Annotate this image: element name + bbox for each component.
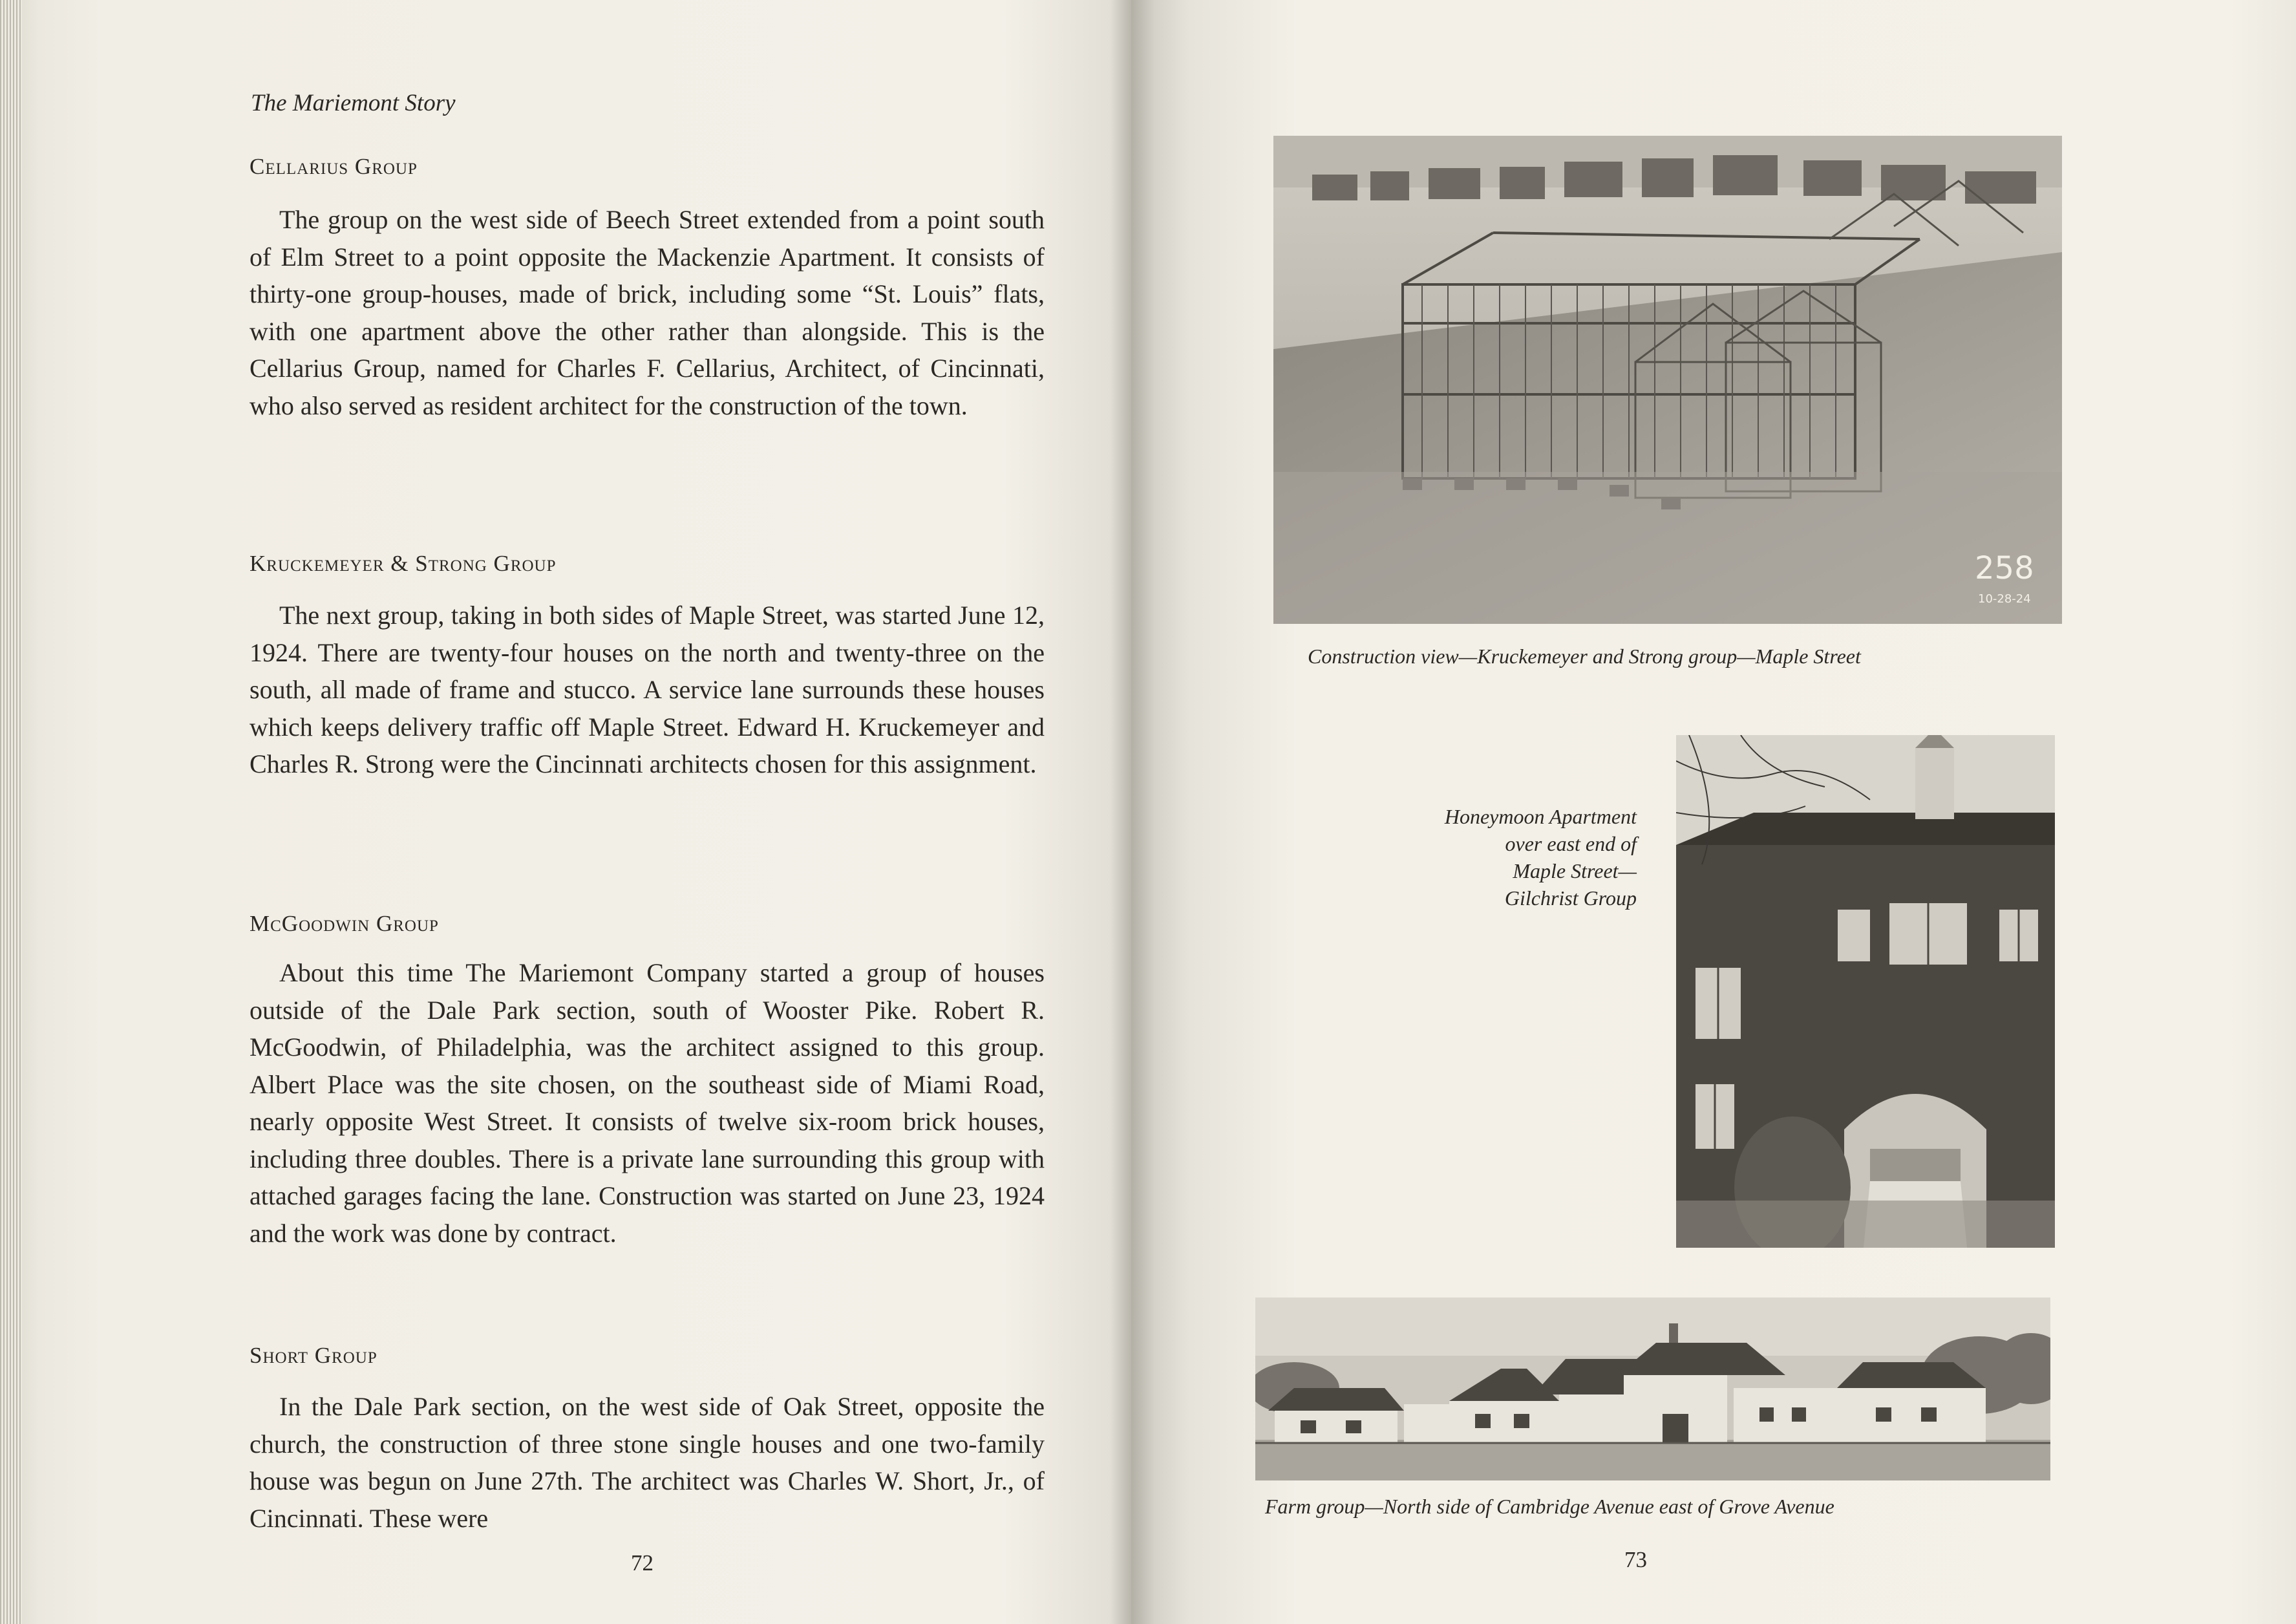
running-head: The Mariemont Story (251, 90, 456, 116)
plate-number: 258 (1975, 550, 2034, 586)
construction-photo (1273, 136, 2062, 624)
book-gutter (1109, 0, 1154, 1624)
caption-line: Gilchrist Group (1504, 886, 1637, 910)
plate-date: 10-28-24 (1978, 592, 2031, 606)
section-text-mcgoodwin: About this time The Mariemont Company started a group of houses outside of the Dale Park section, south of Wooster Pike. Robert R. McGoodwin, of Philadelphia, was the architect assigned to this group. Albert Place was the site chosen, on the southeast side of Miami Road, nearly opposite West Street. It consists of twelve six-room brick houses, including three doubles. There is a private lane surrounding this group with attached garages facing the lane. Construction was started on June 23, 1924 and the work was done by contract. (250, 958, 1045, 1248)
page-number-right: 73 (1624, 1547, 1647, 1572)
section-text-cellarius: The group on the west side of Beech Street extended from a point south of Elm Street to a point opposite the Mackenzie Apartment. It consists of thirty-one group-houses, made of brick, including some “St. Louis” flats, with one apartment above the other rather than alongside. This is the Cellarius Group, named for Charles F. Cellarius, Architect, of Cincinnati, who also served as resident architect for the construction of the town. (250, 205, 1045, 420)
farm-group-photo (1255, 1298, 2050, 1480)
caption-honeymoon-apartment (1377, 803, 1637, 912)
caption-construction-view: Construction view—Kruckemeyer and Strong group—Maple Street (1308, 645, 1861, 668)
left-page (0, 0, 1131, 1624)
section-heading-kruckemeyer-strong: Kruckemeyer & Strong Group (250, 551, 557, 576)
caption-line: Honeymoon Apartment (1444, 805, 1637, 828)
page-number-left: 72 (631, 1550, 654, 1576)
section-heading-mcgoodwin: McGoodwin Group (250, 911, 439, 936)
page-edge-stack (0, 0, 22, 1624)
section-heading-short: Short Group (250, 1343, 377, 1368)
caption-farm-group: Farm group—North side of Cambridge Avenue east of Grove Avenue (1265, 1495, 1834, 1518)
section-text-short: In the Dale Park section, on the west side of Oak Street, opposite the church, the construction of three stone single houses and one two-family house was begun on June 27th. The architect was Charles W. Short, Jr., of Cincinnati. These were (250, 1392, 1045, 1533)
section-text-kruckemeyer-strong: The next group, taking in both sides of Maple Street, was started June 12, 1924. There are twenty-four houses on the north and twenty-three on the south, all made of frame and stucco. A service lane surrounds these houses which keeps delivery traffic off Maple Street. Edward H. Kruckemeyer and Charles R. Strong were the Cincinnati architects chosen for this assignment. (250, 601, 1045, 778)
caption-line: Maple Street— (1513, 859, 1637, 882)
honeymoon-apartment-photo (1676, 735, 2055, 1248)
right-page (1131, 0, 2296, 1624)
section-heading-cellarius: Cellarius Group (250, 154, 418, 179)
caption-line: over east end of (1505, 832, 1637, 855)
